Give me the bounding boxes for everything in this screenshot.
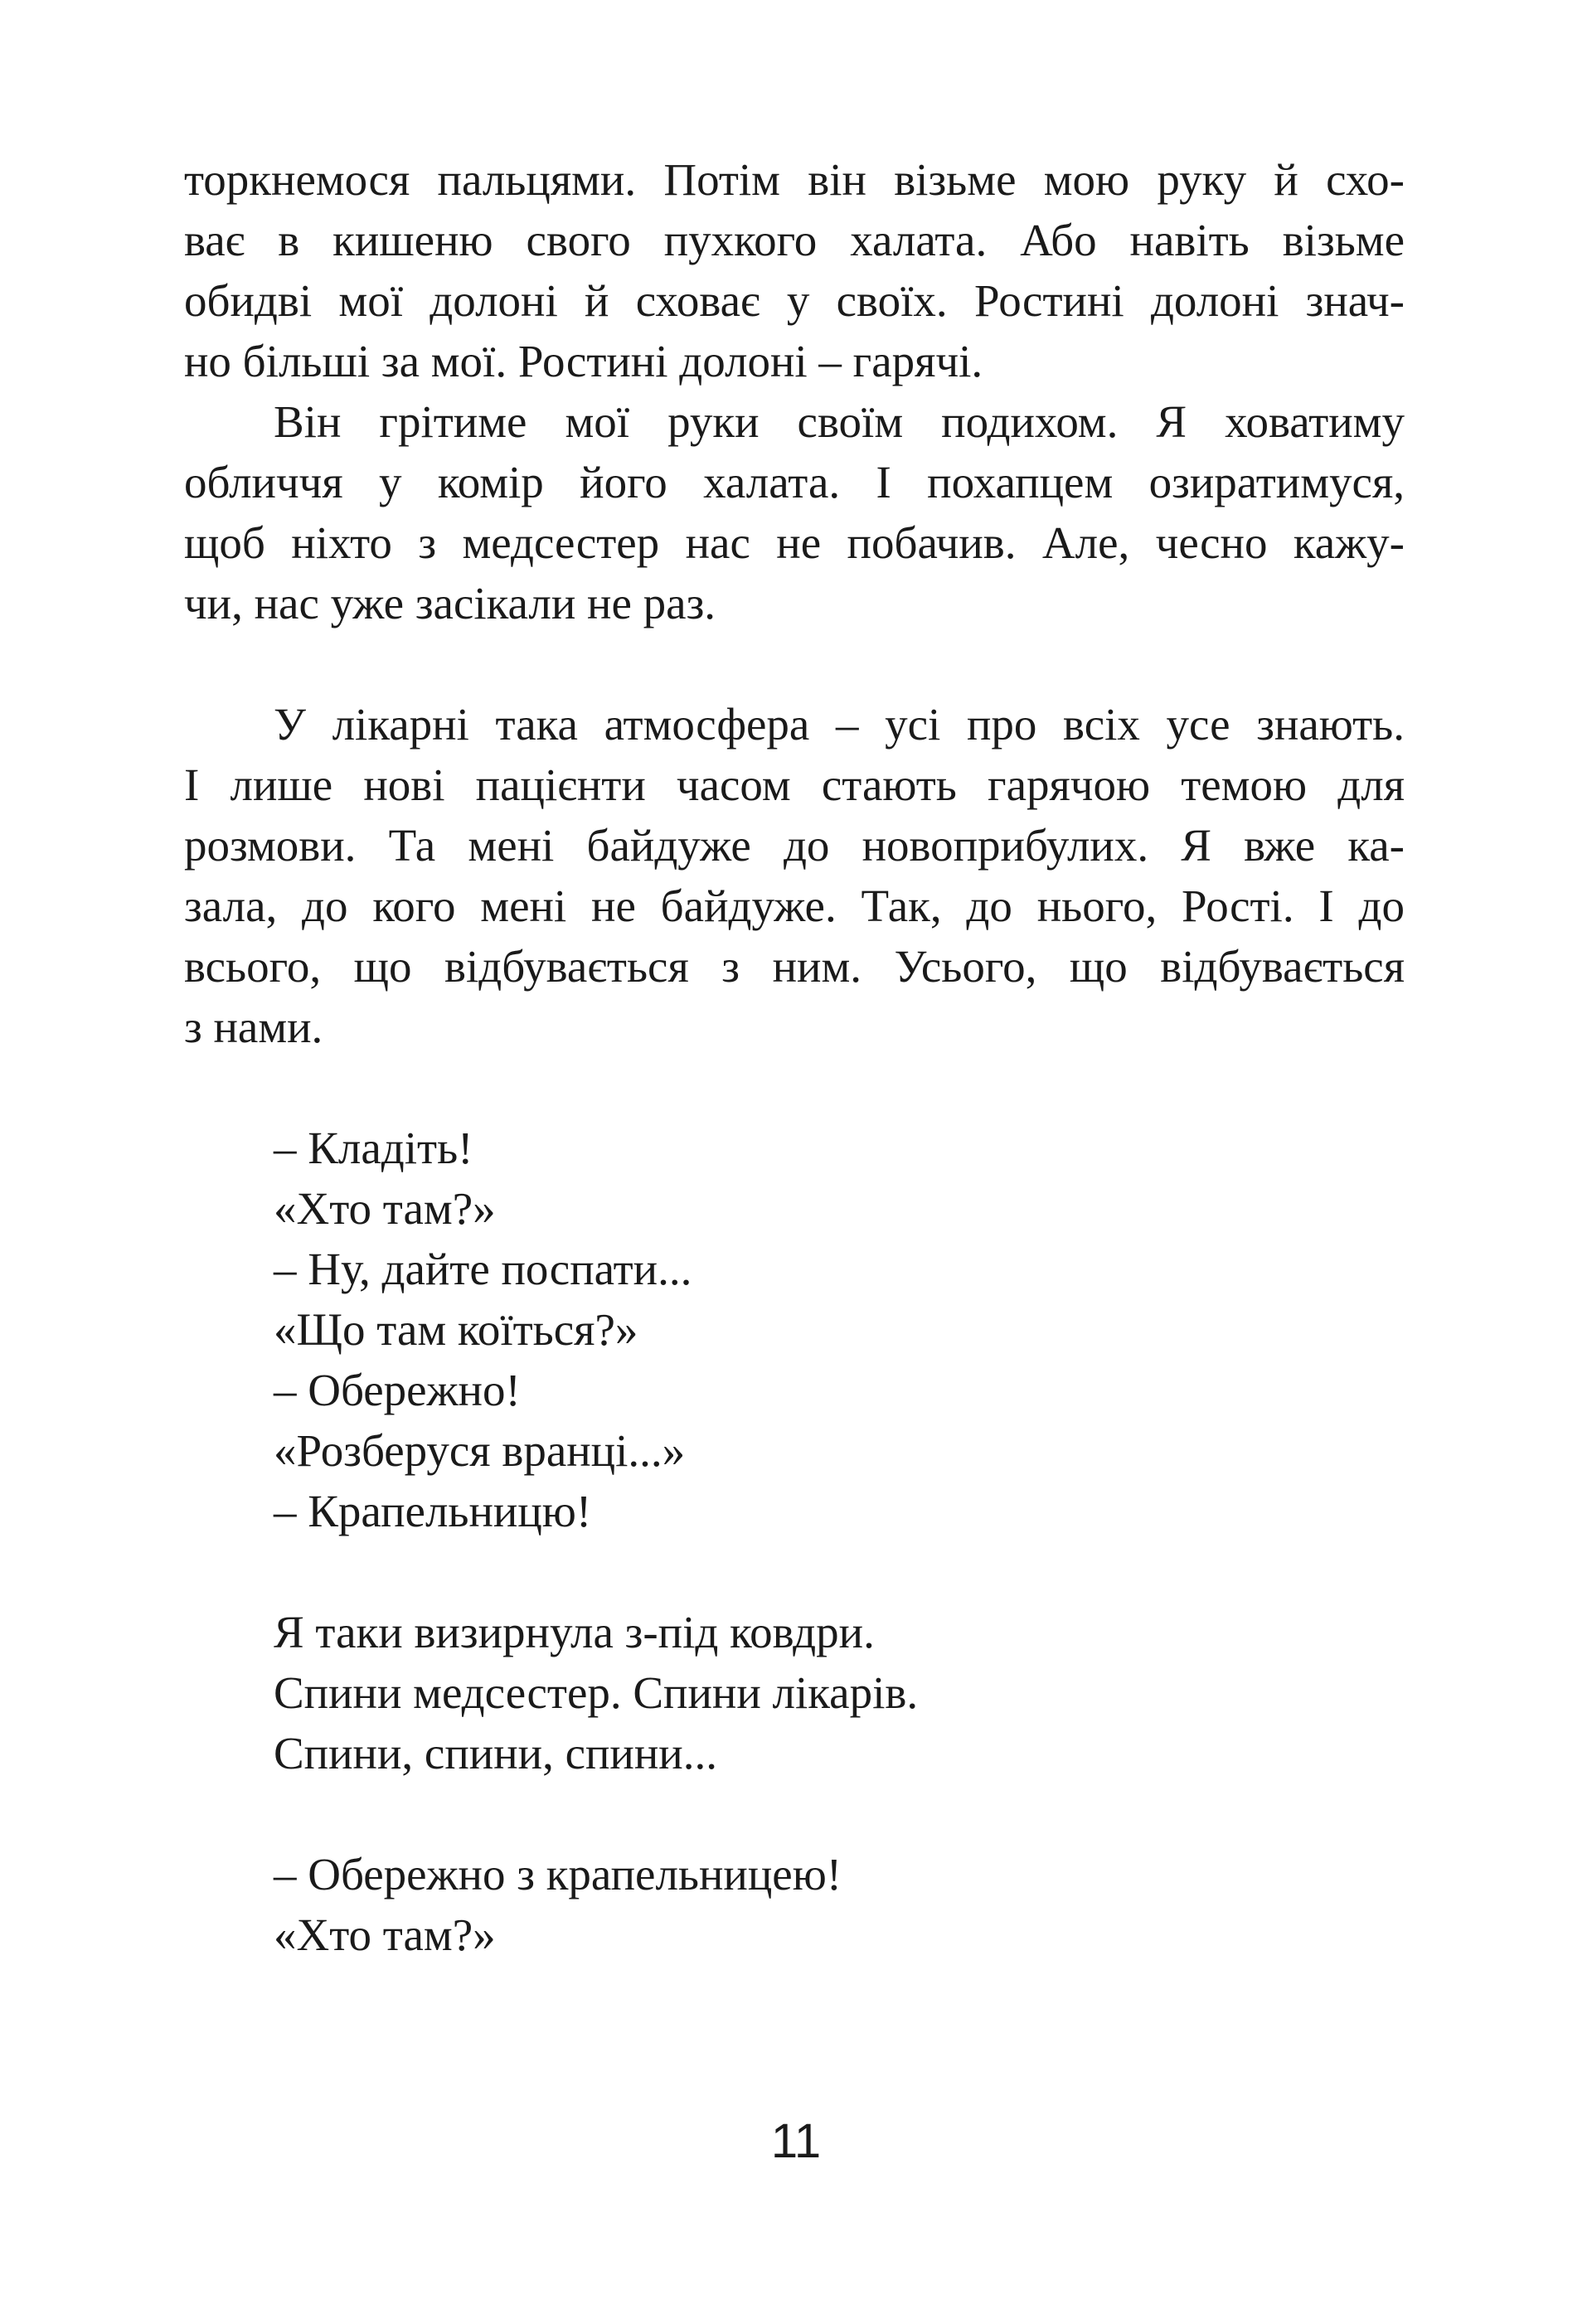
text-line: розмови. Та мені байдуже до новоприбулих. Я вже ка- xyxy=(184,820,1405,871)
dialogue-line: «Хто там?» xyxy=(274,1183,496,1234)
text-line: щоб ніхто з медсестер нас не побачив. Але, чесно кажу- xyxy=(184,517,1405,568)
dialogue-block-1 xyxy=(184,1118,1405,1541)
dialogue-line: – Крапельницю! xyxy=(274,1486,592,1536)
section-gap xyxy=(184,1541,1405,1602)
dialogue-line: – Кладіть! xyxy=(274,1123,473,1173)
text-line: торкнемося пальцями. Потім він візьме мою руку й схо- xyxy=(184,154,1405,205)
stanza-line: Я таки визирнула з-під ковдри. xyxy=(274,1607,875,1657)
dialogue-line: «Хто там?» xyxy=(274,1909,496,1960)
text-line: чи, нас уже засікали не раз. xyxy=(184,578,716,628)
text-line: но більші за мої. Ростині долоні – гарячі. xyxy=(184,336,983,386)
text-line: обличчя у комір його халата. І похапцем озиратимуся, xyxy=(184,457,1405,507)
dialogue-line: – Ну, дайте поспати... xyxy=(274,1244,692,1294)
text-line: У лікарні така атмосфера – усі про всіх усе знають. xyxy=(274,699,1405,750)
section-gap xyxy=(184,1057,1405,1118)
section-gap xyxy=(184,1783,1405,1844)
page-number: 11 xyxy=(770,2114,822,2168)
section-gap xyxy=(184,633,1405,694)
stanza-block xyxy=(184,1602,1405,1783)
text-line: зала, до кого мені не байдуже. Так, до нього, Рості. І до xyxy=(184,881,1405,931)
dialogue-line: – Обережно! xyxy=(274,1365,521,1415)
stanza-line: Спини медсестер. Спини лікарів. xyxy=(274,1667,919,1718)
text-line: обидві мої долоні й сховає у своїх. Ростині долоні знач- xyxy=(184,275,1405,326)
paragraph-3 xyxy=(184,694,1405,1057)
text-line: ває в кишеню свого пухкого халата. Або навіть візьме xyxy=(184,215,1405,265)
dialogue-block-2 xyxy=(184,1844,1405,1965)
text-line: з нами. xyxy=(184,1002,323,1052)
text-line: Він грітиме мої руки своїм подихом. Я ховатиму xyxy=(274,396,1405,447)
stanza-line: Спини, спини, спини... xyxy=(274,1728,717,1778)
paragraph-2 xyxy=(184,391,1405,633)
text-line: всього, що відбувається з ним. Усього, що відбувається xyxy=(184,941,1405,992)
dialogue-line: «Що там коїться?» xyxy=(274,1304,638,1355)
dialogue-line: «Розберуся вранці...» xyxy=(274,1425,686,1476)
paragraph-1 xyxy=(184,149,1405,391)
text-line: І лише нові пацієнти часом стають гарячою темою для xyxy=(184,759,1405,810)
dialogue-line: – Обережно з крапельницею! xyxy=(274,1849,842,1899)
page-text xyxy=(184,149,1405,1965)
